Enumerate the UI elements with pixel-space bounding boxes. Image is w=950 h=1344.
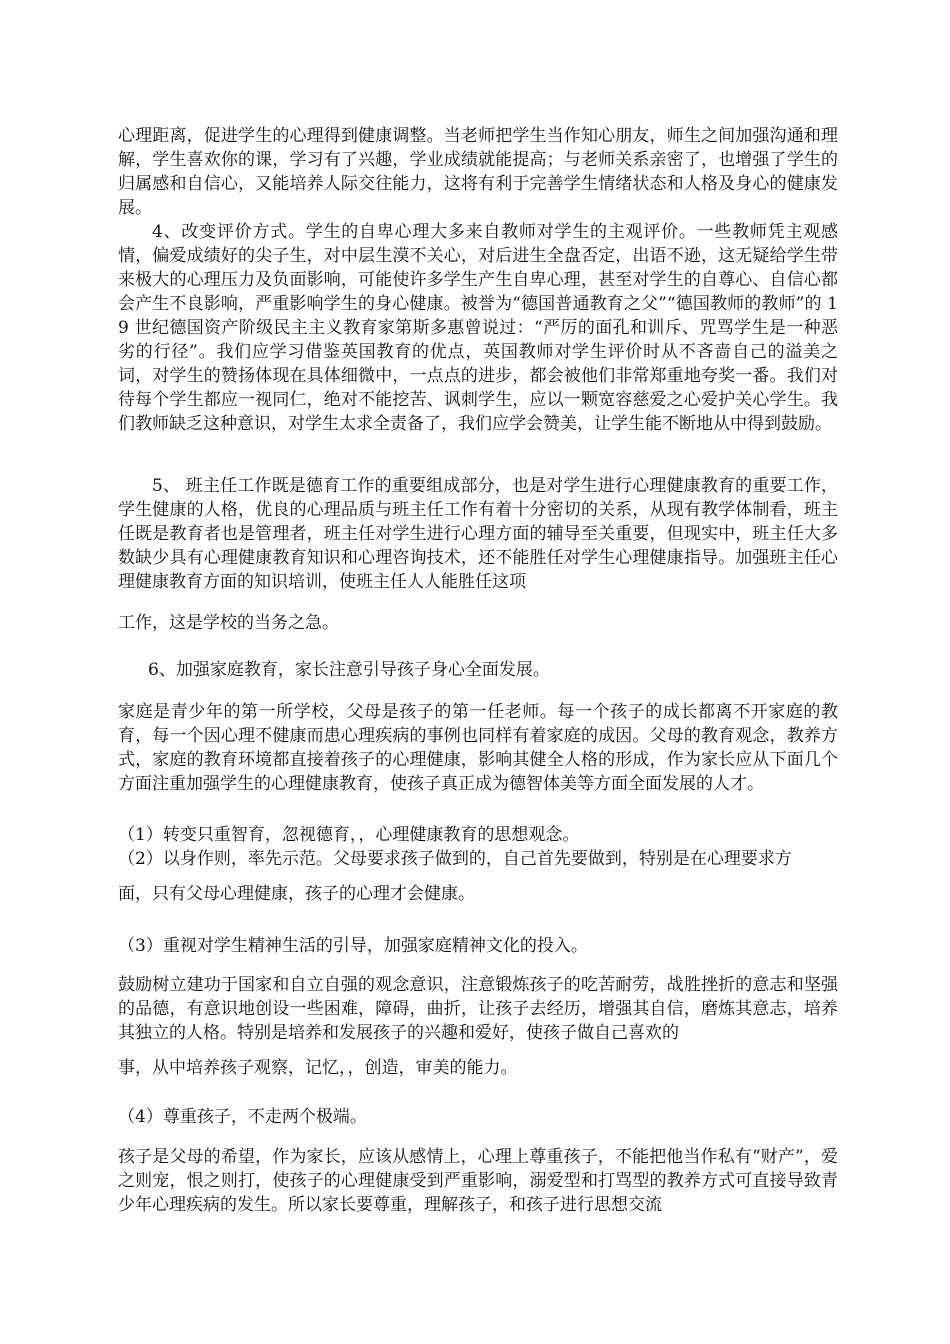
paragraph-head-teacher-end: 工作，这是学校的当务之急。 — [118, 613, 339, 633]
paragraph-teacher-student-relationship: 心理距离，促进学生的心理得到健康调整。当老师把学生当作知心朋友，师生之间加强沟通和理解，学生喜欢你的课，学习有了兴趣，学业成绩就能提高；与老师关系亲密了，也增强了学生的归属感和自信心，又能培养人际交往能力，这将有利于完善学生情绪状态和人格及身心的健康发展。 — [118, 126, 838, 218]
list-item-1: （1）转变只重智育，忽视德育，，心理健康教育的思想观念。 — [118, 825, 580, 845]
paragraph-encourage-end: 事，从中培养孩子观察，记忆，，创造，审美的能力。 — [118, 1058, 518, 1078]
list-item-4: （4）尊重孩子，不走两个极端。 — [118, 1107, 367, 1127]
paragraph-head-teacher: 5、 班主任工作既是德育工作的重要组成部分，也是对学生进行心理健康教育的重要工作，学生健康的人格，优良的心理品质与班主任工作有着十分密切的关系，从现有教学体制看，班主任既是教育者也是管理者，班主任对学生进行心理方面的辅导至关重要，但现实中，班主任大多数缺少具有心理健康教育知识和心理咨询技术，还不能胜任对学生心理健康指导。加强班主任心理健康教育方面的知识培训，使班主任人人能胜任这项 — [118, 476, 838, 592]
paragraph-family-first-school: 家庭是青少年的第一所学校，父母是孩子的第一任老师。每一个孩子的成长都离不开家庭的教育，每一个因心理不健康而患心理疾病的事例也同样有着家庭的成因。父母的教育观念，教养方式，家庭的教育环境都直接着孩子的心理健康，影响其健全人格的形成，作为家长应从下面几个方面注重加强学生的心理健康教育，使孩子真正成为德智体美等方面全面发展的人才。 — [118, 702, 838, 794]
list-item-2-end: 面，只有父母心理健康，孩子的心理才会健康。 — [118, 884, 475, 904]
list-item-2: （2）以身作则，率先示范。父母要求孩子做到的，自己首先要做到，特别是在心理要求方 — [118, 849, 792, 869]
paragraph-respect-children: 孩子是父母的希望，作为家长，应该从感情上，心理上尊重孩子，不能把他当作私有“财产”，爱之则宠，恨之则打，使孩子的心理健康受到严重影响，溺爱型和打骂型的教养方式可直接导致青少年心理疾病的发生。所以家长要尊重，理解孩子，和孩子进行思想交流 — [118, 1147, 838, 1215]
section-heading-family-education: 6、加强家庭教育，家长注意引导孩子身心全面发展。 — [148, 660, 550, 680]
paragraph-encourage: 鼓励树立建功于国家和自立自强的观念意识，注意锻炼孩子的吃苦耐劳，战胜挫折的意志和坚强的品德，有意识地创设一些困难，障碍，曲折，让孩子去经历，增强其自信，磨炼其意志，培养其独立的人格。特别是培养和发展孩子的兴趣和爱好，使孩子做自己喜欢的 — [118, 975, 838, 1043]
list-item-3: （3）重视对学生精神生活的引导，加强家庭精神文化的投入。 — [118, 936, 588, 956]
paragraph-evaluation-method: 4、改变评价方式。学生的自卑心理大多来自教师对学生的主观评价。一些教师凭主观感情，偏爱成绩好的尖子生，对中层生漠不关心，对后进生全盘否定，出语不逊，这无疑给学生带来极大的心理压力及负面影响，可能使许多学生产生自卑心理，甚至对学生的自尊心、自信心都会产生不良影响，严重影响学生的身心健康。被誉为“德国普通教育之父”“德国教师的教师”的 19 世纪德国资产阶级民主主义教育家第斯多惠曾说过：“严厉的面孔和训斥、咒骂学生是一种恶劣的行径”。我们应学习借鉴英国教育的优点，英国教师对学生评价时从不吝啬自己的溢美之词，对学生的赞扬体现在具体细微中，一点点的进步，都会被他们非常郑重地夸奖一番。我们对待每个学生都应一视同仁，绝对不能挖苦、讽刺学生，应以一颗宽容慈爱之心爱护关心学生。我们教师缺乏这种意识，对学生太求全责备了，我们应学会赞美，让学生能不断地从中得到鼓励。 — [118, 222, 838, 434]
